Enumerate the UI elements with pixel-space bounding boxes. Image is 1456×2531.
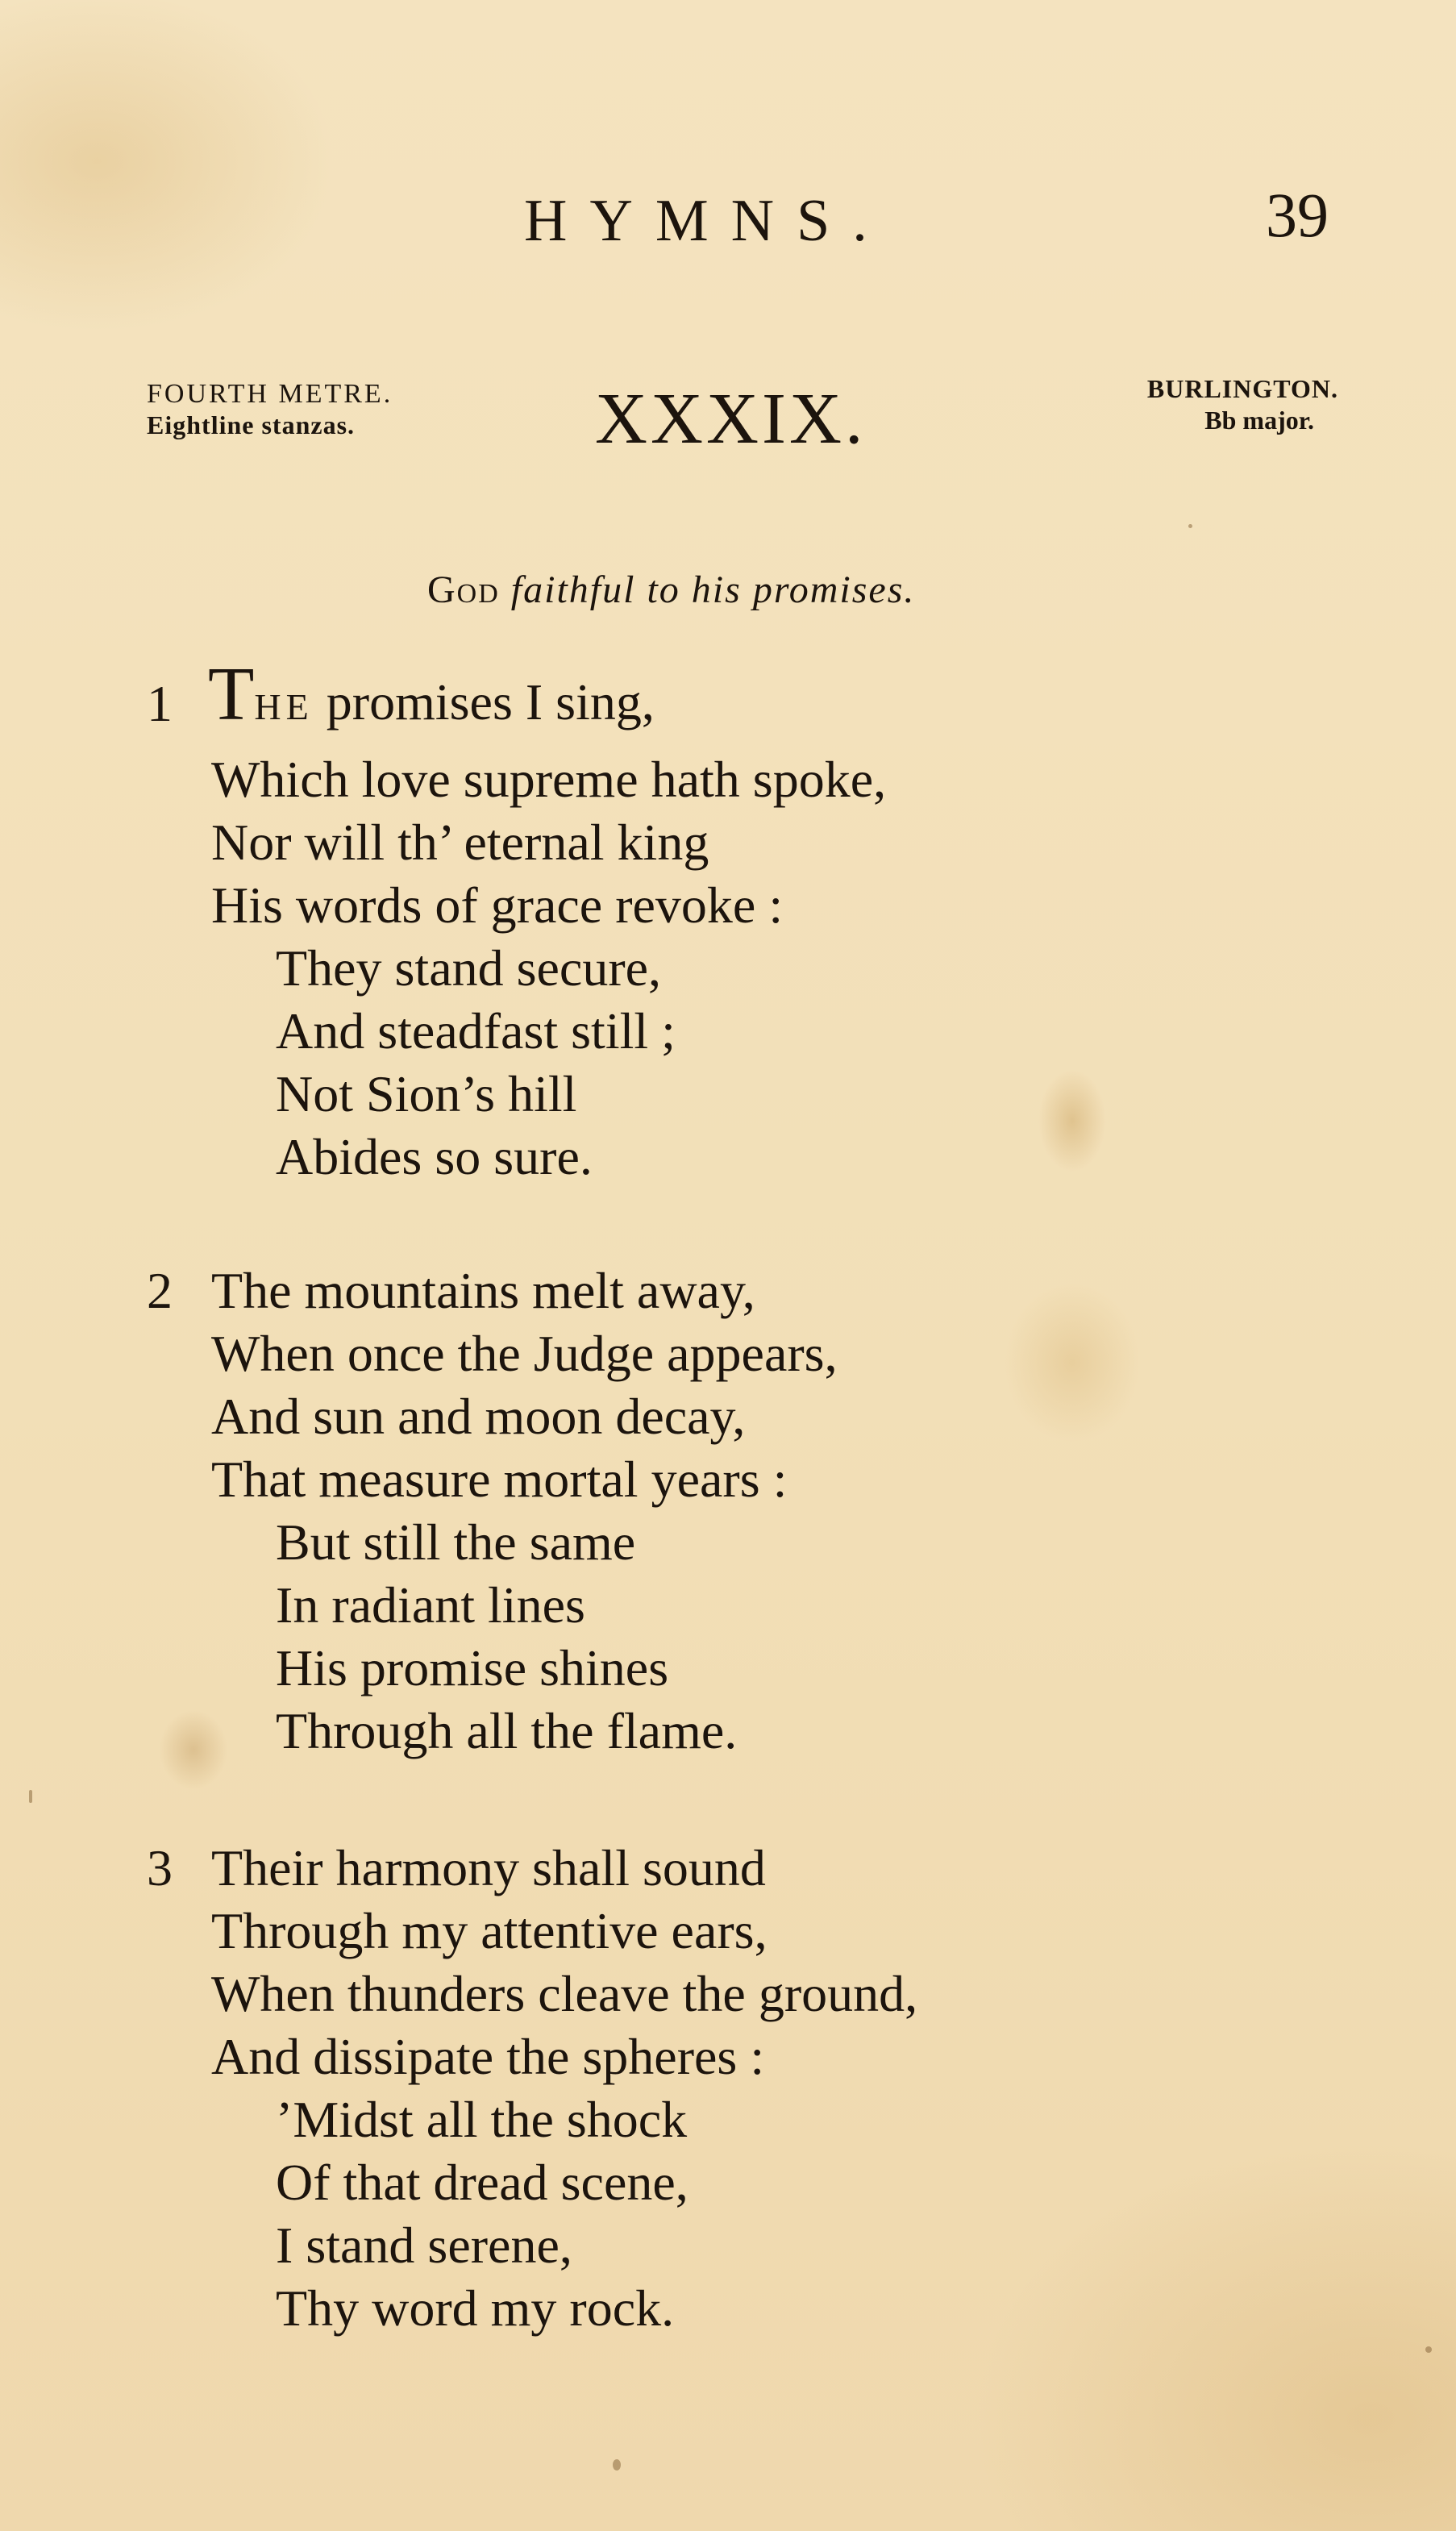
foxing-speck — [1188, 524, 1192, 528]
verse-line: And steadfast still ; — [276, 1002, 676, 1059]
verse-line: They stand secure, — [276, 939, 662, 997]
verse-line: Which love supreme hath spoke, — [211, 751, 887, 808]
verse-line: When thunders cleave the ground, — [211, 1965, 918, 2022]
verse-line: Not Sion’s hill — [276, 1065, 577, 1122]
stanza-number: 2 — [147, 1262, 173, 1319]
verse-line: Abides so sure. — [276, 1128, 593, 1185]
verse-line: ’Midst all the shock — [276, 2091, 688, 2148]
stanza-first-line — [208, 652, 655, 736]
stanza-number: 3 — [147, 1839, 173, 1896]
running-head: HYMNS. — [524, 188, 890, 254]
verse-line: But still the same — [276, 1513, 636, 1571]
verse-line: Through my attentive ears, — [211, 1902, 768, 1959]
verse-line: Thy word my rock. — [276, 2279, 675, 2337]
stanza-first-line: Their harmony shall sound — [211, 1839, 766, 1896]
subtitle-text: faithful to his promises. — [510, 568, 916, 611]
verse-line: Of that dread scene, — [276, 2154, 688, 2211]
verse-line: I stand serene, — [276, 2217, 572, 2274]
verse-line: Nor will th’ eternal king — [211, 814, 709, 871]
verse-line: When once the Judge appears, — [211, 1325, 838, 1382]
verse-line: His promise shines — [276, 1639, 669, 1696]
verse-line: And dissipate the spheres : — [211, 2028, 765, 2085]
hymn-number: XXXIX. — [595, 379, 867, 459]
stanza-form-label: Eightline stanzas. — [147, 410, 356, 439]
verse-line: In radiant lines — [276, 1576, 585, 1634]
metre-label: FOURTH METRE. — [147, 379, 393, 409]
stanza-number: 1 — [147, 675, 173, 732]
verse-line: His words of grace revoke : — [211, 876, 784, 934]
tune-name: BURLINGTON. — [1146, 374, 1338, 403]
stanza-first-line: The mountains melt away, — [211, 1262, 755, 1319]
verse-line: That measure mortal years : — [211, 1451, 788, 1508]
tune-info — [1088, 373, 1338, 435]
drop-cap: T — [208, 652, 255, 736]
verse-line: Through all the flame. — [276, 1702, 738, 1759]
foxing-speck — [613, 2459, 621, 2471]
first-line-rest: promises I sing, — [313, 673, 655, 731]
verse-line: And sun and moon decay, — [211, 1388, 746, 1445]
foxing-speck — [1425, 2346, 1432, 2353]
foxing-speck — [29, 1790, 32, 1803]
page-number: 39 — [1266, 180, 1329, 250]
metre-info — [147, 379, 393, 440]
hymn-subtitle — [427, 568, 915, 612]
first-word-caps: HE — [254, 686, 314, 727]
tune-key: Bb major. — [1204, 406, 1314, 435]
subtitle-god: God — [427, 568, 500, 611]
